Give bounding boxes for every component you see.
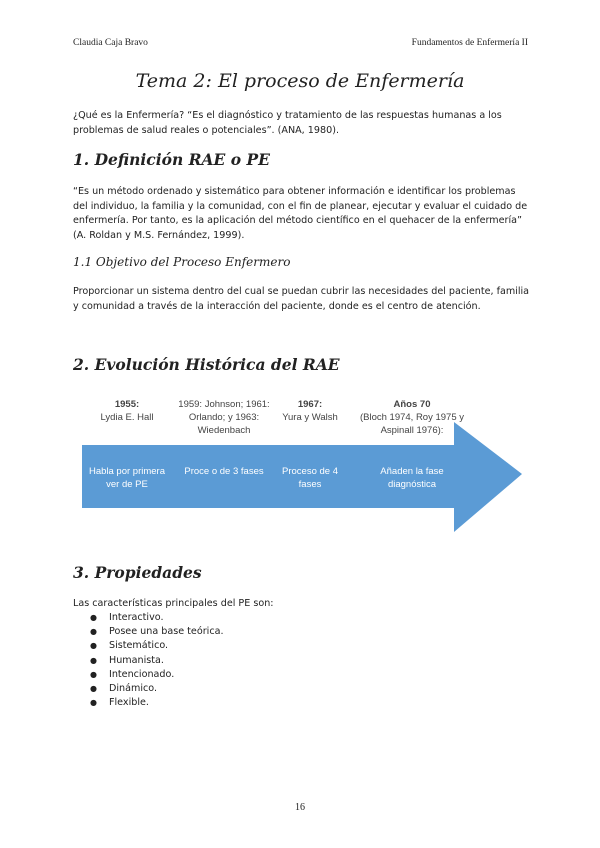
- properties-list: [90, 611, 224, 710]
- timeline-date-label: Años 70: [393, 399, 431, 410]
- timeline-stage-label: diagnóstica: [387, 479, 437, 490]
- timeline-stage-label: fases: [298, 479, 322, 490]
- timeline-date-label: Orlando; y 1963:: [188, 412, 260, 423]
- timeline-stage-label: Proceso de 4: [282, 466, 338, 477]
- property-item: ● Dinámico.: [90, 682, 224, 696]
- timeline-stage-label: Añaden la fase: [380, 466, 444, 477]
- intro-paragraph: ¿Qué es la Enfermería? “Es el diagnóstico y tratamiento de las respuestas humanas a los problemas de salud reales o potenciales”. (ANA, 1980).: [73, 110, 502, 136]
- definition-paragraph: “Es un método ordenado y sistemático para obtener información e identificar los problemas del individuo, la familia y la comunidad, con el fin de planear, ejecutar y evaluar el cuidado de enfermería. Por tanto, es la aplicación del método científico en el quehacer de la enfermería” (A. Roldan y M.S. Fernández, 1999).: [73, 186, 528, 241]
- objective-paragraph: Proporcionar un sistema dentro del cual se puedan cubrir las necesidades del paciente, familia y comunidad a través de la interacción del paciente, donde es el centro de atención.: [73, 286, 530, 312]
- timeline-stage-label: Habla por primera: [88, 466, 166, 477]
- timeline-date-label: 1955:: [114, 399, 140, 410]
- page-number: 16: [295, 802, 305, 813]
- property-item: ● Interactivo.: [90, 611, 224, 625]
- section-3-heading: 3. Propiedades: [73, 563, 202, 582]
- properties-intro: Las características principales del PE son:: [73, 598, 274, 609]
- timeline-date-label: Lydia E. Hall: [100, 412, 154, 423]
- property-item: ● Posee una base teórica.: [90, 625, 224, 639]
- page-title: Tema 2: El proceso de Enfermería: [135, 70, 465, 92]
- section-1-1-heading: 1.1 Objetivo del Proceso Enfermero: [73, 255, 291, 269]
- timeline-date-label: 1959: Johnson; 1961:: [178, 399, 270, 410]
- timeline-stage-label: ver de PE: [106, 479, 148, 490]
- timeline-date-label: 1967:: [297, 399, 323, 410]
- section-1-heading: 1. Definición RAE o PE: [73, 150, 270, 169]
- timeline-date-label: (Bloch 1974, Roy 1975 y: [359, 412, 465, 423]
- timeline-date-label: Wiedenbach: [197, 425, 251, 436]
- header-author: Claudia Caja Bravo: [73, 38, 148, 48]
- header-subject: Fundamentos de Enfermería II: [411, 38, 528, 48]
- property-item: ● Humanista.: [90, 654, 224, 668]
- timeline-stage-label: Proce o de 3 fases: [184, 466, 264, 477]
- timeline-date-label: Aspinall 1976):: [380, 425, 444, 436]
- property-item: ● Sistemático.: [90, 639, 224, 653]
- section-2-heading: 2. Evolución Histórica del RAE: [73, 355, 340, 374]
- timeline-diagram: [82, 392, 522, 542]
- property-item: ● Intencionado.: [90, 668, 224, 682]
- timeline-date-label: Yura y Walsh: [282, 412, 338, 423]
- timeline-arrow: [82, 422, 522, 532]
- property-item: ● Flexible.: [90, 696, 224, 710]
